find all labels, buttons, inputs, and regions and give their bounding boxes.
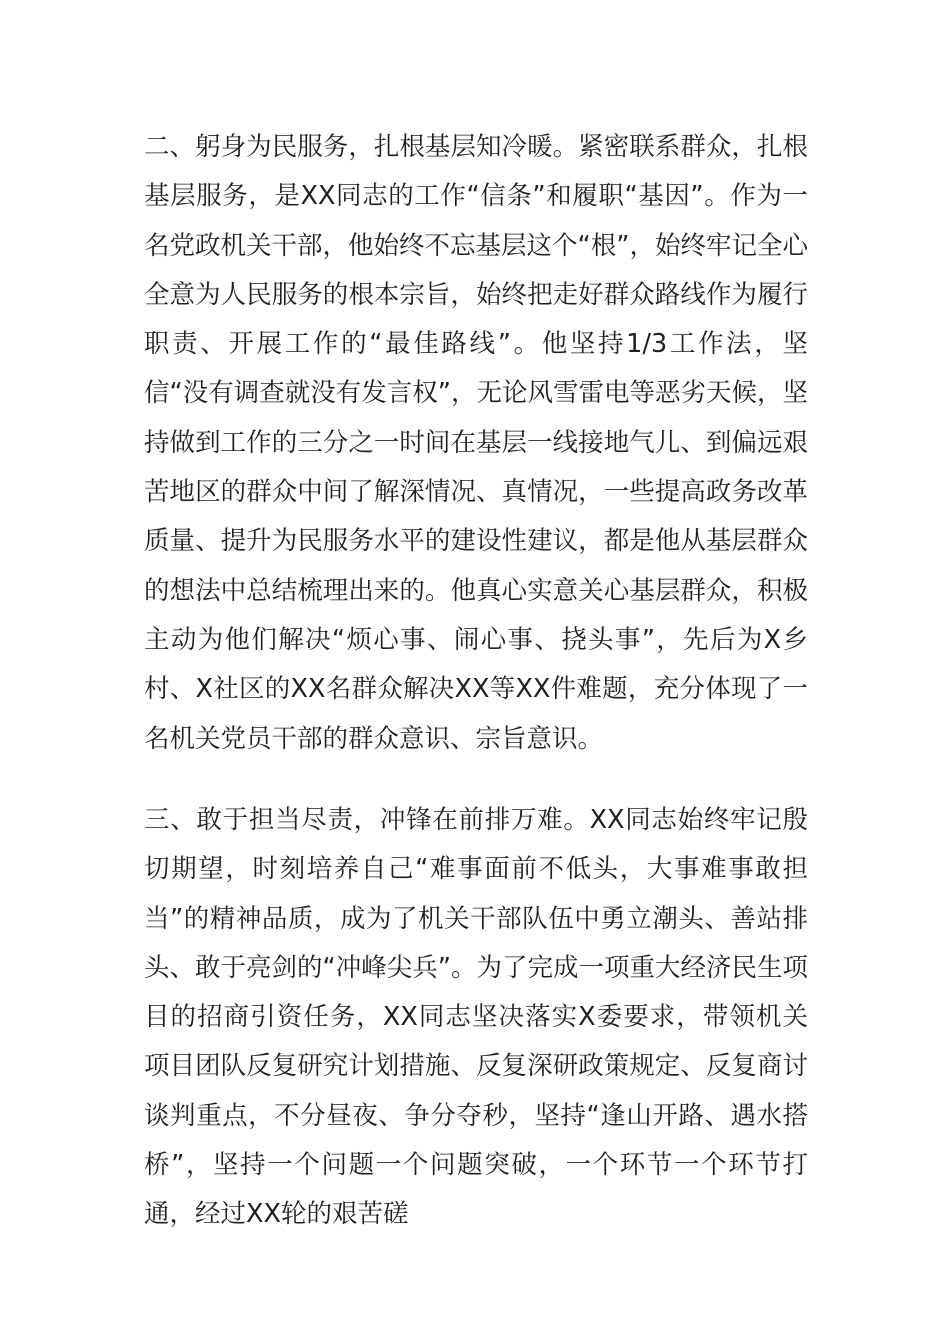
paragraph-serve-the-people: 二、躬身为民服务，扎根基层知冷暖。紧密联系群众，扎根基层服务，是XX同志的工作“信条”和履职“基因”。作为一名党政机关干部，他始终不忘基层这个“根”，始终牢记全心全意为人民服务的根本宗旨，始终把走好群众路线作为履行职责、开展工作的“最佳路线”。他坚持1/3工作法，坚信“没有调查就没有发言权”，无论风雪雷电等恶劣天候，坚持做到工作的三分之一时间在基层一线接地气儿、到偏远艰苦地区的群众中间了解深情况、真情况，一些提高政务改革质量、提升为民服务水平的建设性建议，都是他从基层群众的想法中总结梳理出来的。他真心实意关心基层群众，积极主动为他们解决“烦心事、闹心事、挠头事”，先后为X乡村、X社区的XX名群众解决XX等XX件难题，充分体现了一名机关党员干部的群众意识、宗旨意识。 xyxy=(144,132,808,754)
paragraph-take-responsibility: 三、敢于担当尽责，冲锋在前排万难。XX同志始终牢记殷切期望，时刻培养自己“难事面前不低头，大事难事敢担当”的精神品质，成为了机关干部队伍中勇立潮头、善站排头、敢于亮剑的“冲峰尖兵”。为了完成一项重大经济民生项目的招商引资任务，XX同志坚决落实X委要求，带领机关项目团队反复研究计划措施、反复深研政策规定、反复商讨谈判重点，不分昼夜、争分夺秒，坚持“逢山开路、遇水搭桥”，坚持一个问题一个问题突破，一个环节一个环节打通，经过XX轮的艰苦磋 xyxy=(144,805,808,1230)
